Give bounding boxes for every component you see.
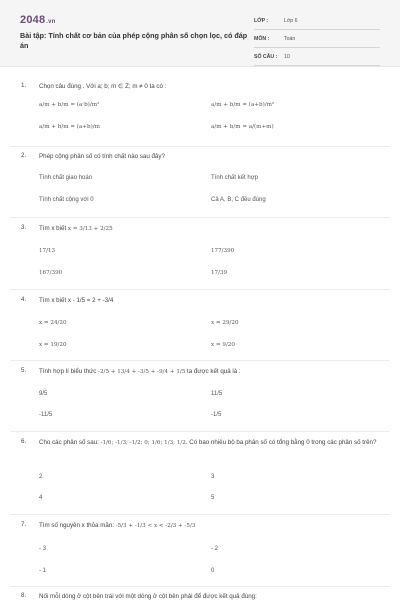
divider xyxy=(10,146,390,147)
question-number: 4. xyxy=(21,296,27,303)
stem-text: Tìm số nguyên x thỏa mãn: xyxy=(39,522,116,529)
option-b[interactable]: 3 xyxy=(211,474,215,480)
divider xyxy=(10,360,390,361)
question-number: 3. xyxy=(21,224,27,231)
meta-panel xyxy=(254,14,380,68)
option-b[interactable]: x = 29/20 xyxy=(211,320,239,326)
question-stem xyxy=(39,224,381,234)
option-c[interactable]: 4 xyxy=(39,495,43,501)
option-a[interactable]: x = 24/20 xyxy=(39,320,67,326)
site-logo[interactable] xyxy=(20,14,56,26)
option-d[interactable]: Cả A, B, C đều đúng xyxy=(211,197,266,203)
option-a[interactable]: Tính chất giao hoán xyxy=(39,175,93,181)
meta-label: LỚP : xyxy=(254,18,269,24)
option-d[interactable]: 17/39 xyxy=(211,270,228,276)
stem-text: . Có bao nhiêu bộ ba phân số có tổng bằng 0 trong các phân số trên? xyxy=(185,439,377,446)
meta-label: MÔN : xyxy=(254,36,270,42)
stem-text: Cho các phân số sau: xyxy=(39,439,101,446)
question-stem: Chọn câu đúng . Với a; b; m ∈ Z; m ≠ 0 ta có : xyxy=(39,83,167,90)
option-d[interactable]: x = 9/20 xyxy=(211,342,235,348)
stem-text: Tìm x biết xyxy=(39,225,68,232)
divider xyxy=(10,431,390,432)
stem-math: -2/5 + 13/4 + -3/5 + -9/4 + 1/5 xyxy=(98,369,186,375)
option-a[interactable]: - 3 xyxy=(39,546,47,552)
option-a[interactable]: 17/13 xyxy=(39,248,56,254)
option-a[interactable]: 9/5 xyxy=(39,391,48,397)
option-d[interactable]: 5 xyxy=(211,495,215,501)
question-number: 2. xyxy=(21,152,27,159)
divider xyxy=(10,586,390,587)
option-c[interactable]: - 1 xyxy=(39,568,47,574)
meta-value: Toán xyxy=(284,36,296,42)
question-number: 5. xyxy=(21,367,27,374)
divider xyxy=(10,289,390,290)
option-b[interactable]: - 2 xyxy=(211,546,219,552)
question-number: 1. xyxy=(21,82,27,89)
option-b[interactable]: 177/390 xyxy=(211,248,235,254)
question-number: 6. xyxy=(21,438,27,445)
stem-math: x = 3/13 + 2/25 xyxy=(67,226,113,232)
question-number: 7. xyxy=(21,521,27,528)
option-c[interactable]: x = 19/20 xyxy=(39,342,67,348)
question-stem xyxy=(39,521,381,531)
logo-text: 2048 xyxy=(20,14,46,26)
page-header xyxy=(0,0,400,67)
meta-value: Lớp 6 xyxy=(284,18,298,24)
option-b[interactable]: a/m + b/m = (a+b)/m² xyxy=(211,102,275,108)
meta-row-count xyxy=(254,50,380,66)
option-a[interactable]: 2 xyxy=(39,474,43,480)
question-stem xyxy=(39,367,381,377)
stem-text: ta được kết quả là : xyxy=(185,368,241,375)
meta-row-class xyxy=(254,14,380,30)
question-number: 8. xyxy=(21,592,27,599)
divider xyxy=(10,514,390,515)
option-d[interactable]: a/m + b/m = a/(m+m) xyxy=(211,124,274,130)
meta-label: SỐ CÂU : xyxy=(254,54,278,60)
logo-suffix: .vn xyxy=(46,19,56,25)
stem-text: Tính hợp lí biểu thức xyxy=(39,368,99,375)
meta-row-subject xyxy=(254,32,380,48)
question-stem: Tìm x biết x - 1/5 = 2 + -3/4 xyxy=(39,297,114,304)
stem-math: -5/3 + -1/3 < x < -2/3 + -5/3 xyxy=(115,523,196,529)
option-d[interactable]: -1/5 xyxy=(211,412,222,418)
option-c[interactable]: a/m + b/m = (a+b)/m xyxy=(39,124,100,130)
question-stem: Nối mỗi dòng ở cột bên trái với một dòng ở cột bên phải để được kết quả đúng: xyxy=(39,593,257,600)
meta-value: 10 xyxy=(284,54,290,60)
option-c[interactable]: 167/390 xyxy=(39,270,63,276)
option-b[interactable]: Tính chất kết hợp xyxy=(211,175,258,181)
option-d[interactable]: 0 xyxy=(211,568,215,574)
stem-math: -1/6; -1/3; -1/2; 0; 1/6; 1/3; 1/2 xyxy=(100,440,186,446)
divider xyxy=(10,217,390,218)
option-c[interactable]: -11/5 xyxy=(39,412,53,418)
question-stem: Phép cộng phân số có tính chất nào sau đây? xyxy=(39,153,165,160)
option-b[interactable]: 11/5 xyxy=(211,391,223,397)
option-c[interactable]: Tính chất cộng với 0 xyxy=(39,197,94,203)
option-a[interactable]: a/m + b/m = (a·b)/m² xyxy=(39,102,100,108)
exercise-title: Bài tập: Tính chất cơ bản của phép cộng phân số chọn lọc, có đáp án xyxy=(20,31,248,50)
question-stem xyxy=(39,438,381,448)
